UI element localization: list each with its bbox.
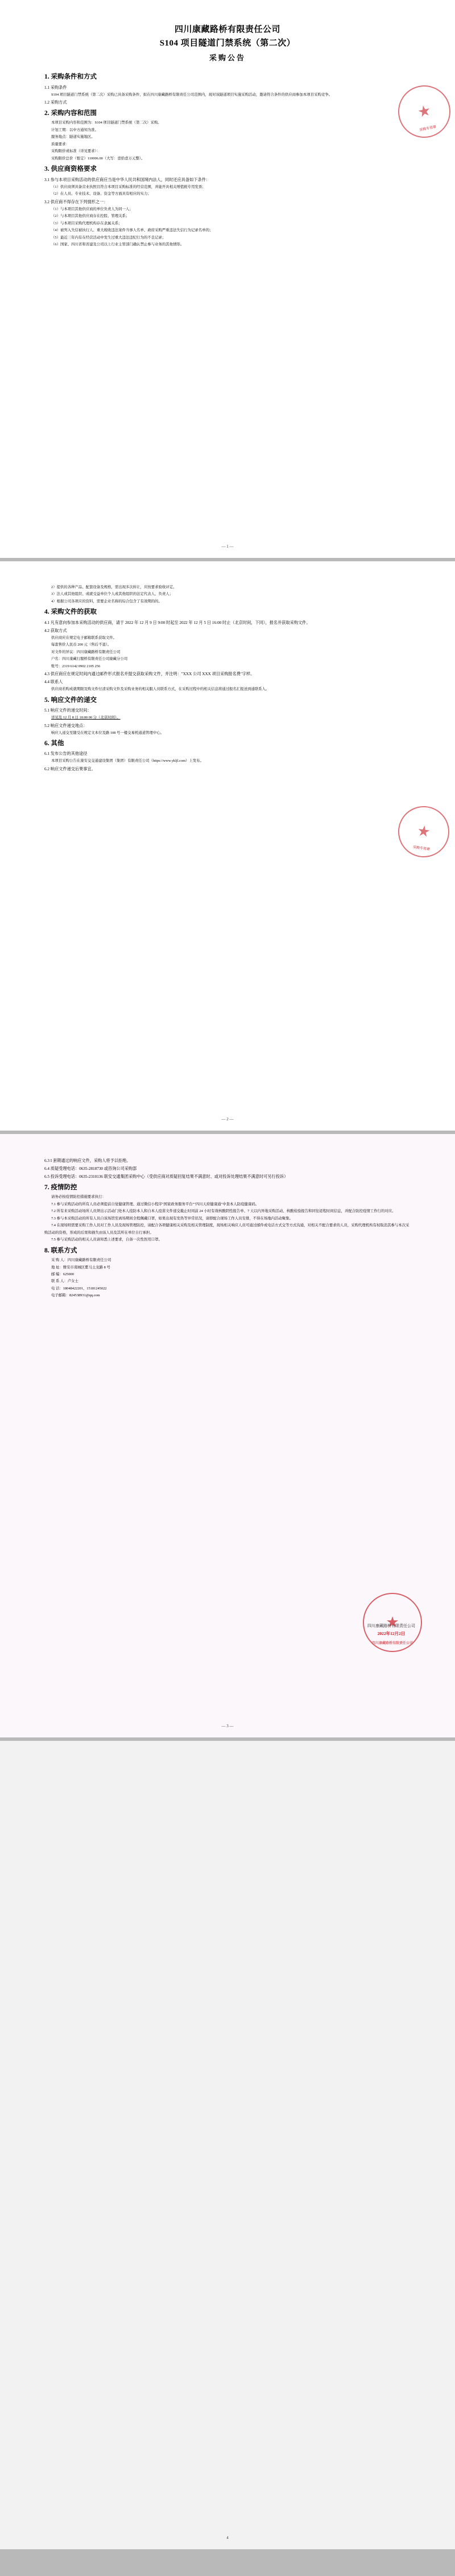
section-item: 邮 编：625000 bbox=[51, 1272, 74, 1276]
section-item: 5.2 响应文件递交地点： bbox=[44, 723, 88, 728]
seal-star-icon: ★ bbox=[416, 101, 433, 121]
section-item: 6.2 响应文件递交后果事宜。 bbox=[44, 766, 96, 771]
section-item: （6）国家、四川省和省建及公司以上行业主管部门确认禁止参与业务的其他情形。 bbox=[51, 243, 184, 246]
section-item: 4.2 获取方式 bbox=[44, 628, 67, 633]
section-item: （1）与本项目其他供应商的单位负责人为同一人； bbox=[51, 207, 133, 211]
section-item: 4.3 供应商应在规定时间内通过邮件形式报名并提交获取采购文件，并注明："XXX 公司 XXX 项目采购报名费"字样。 bbox=[44, 672, 255, 677]
document-page-1 bbox=[0, 0, 455, 558]
section-item: 账号：2319 6142 0902 2105 256 bbox=[51, 664, 101, 668]
document-page-2 bbox=[0, 561, 455, 1131]
section-item: 4.1 凡有意向参加本采购活动的供应商，请于 2022 年 12 月 9 日 9:00 时起至 2022 年 12 月 5 日 16:00 时止（北京时间，下同），报名并获取采购文件。 bbox=[44, 620, 311, 625]
section-item: 服务地点：隧道实施地区。 bbox=[51, 135, 95, 139]
section-item: 7.5 参与采购活动的相关人员请知悉上述要求，自备一次性医用口罩。 bbox=[51, 1238, 162, 1242]
seal-text: 采购专用章 bbox=[412, 845, 431, 852]
section-item: 采购限价或标准（详见要求）： bbox=[51, 149, 101, 154]
section-item: （2）与本项目其他供应商存在控股、管理关系； bbox=[51, 214, 130, 219]
page-number: — 2 — bbox=[221, 1117, 234, 1121]
section-item: 5.1 响应文件的递交时间： bbox=[44, 708, 92, 713]
title-line-3: 采购公告 bbox=[209, 54, 246, 62]
page-number: — 1 — bbox=[221, 544, 234, 549]
title-line-2: S104 项目隧道门禁系统（第二次） bbox=[159, 39, 296, 48]
document-page-3 bbox=[0, 1134, 455, 1737]
section-item: 6.3 I 套期通过的响应文件，采购人将予以拒绝。 bbox=[44, 1158, 131, 1163]
section-heading-1: 1. 采购条件和方式 bbox=[44, 73, 97, 81]
seal-text: 四川康藏路桥有限责任公司 bbox=[371, 1642, 413, 1645]
section-item: （3）与本项目采购代理机构存在隶属关系； bbox=[51, 221, 122, 225]
document-page-4 bbox=[0, 1741, 455, 2549]
section-item: 3）法人或其他组织、或就受益单位个人或其他组织的法定代表人、负责人； bbox=[51, 592, 173, 597]
section-heading-7: 7. 疫情防控 bbox=[44, 1184, 77, 1192]
section-item: 4）根据公司各项应的资料，需要企业名称的综合包含了有效期的的。 bbox=[51, 599, 162, 603]
page-title bbox=[44, 23, 411, 65]
page-number: 4 bbox=[226, 2536, 229, 2540]
section-item: 3.2 供应商不得存在下列情形之一： bbox=[44, 199, 108, 204]
section-item: （4）被列入失信被执行人、重大税收违法案件当事人名单、政府采购严重违法失信行为记录名单的； bbox=[51, 228, 213, 233]
section-item: 地 址：雅安市南城区紫马土龙路 8 号 bbox=[51, 1265, 110, 1269]
section-item: 3.1 参与本项目采购活动的供应商应当是中华人民共和国境内法人，同时还应具备如下条件： bbox=[44, 177, 210, 182]
section-item: 7.2 所有来采购活动场所人员须出示活动门处本人疫防本人和自本人疫苗文件递交截止时间前 24 小时有效核酸阴性报告单、7 天以内异地采购活动、核酸检验报告和同往返程时间信息，并配合防控疫情工作行的对应。 bbox=[51, 1209, 396, 1214]
title-line-1: 四川康藏路桥有限责任公司 bbox=[174, 25, 280, 34]
section-item: 本项目采购公告在康安交交通建设集团（集团）有限责任公司（https://www.ykljl.com）上发布。 bbox=[51, 759, 204, 763]
section-item: 请务必按疫情防控措施要求执行： bbox=[51, 1195, 106, 1199]
section-item: 电子邮箱：824538931@qq.com bbox=[51, 1293, 100, 1298]
section-heading-2: 2. 采购内容和范围 bbox=[44, 110, 97, 117]
section-item: （1）供应商须具备营业执照且符合本项目采购标准的经营范围，并能开具相关增值税专用发票； bbox=[51, 184, 206, 189]
red-seal-stamp bbox=[395, 803, 453, 861]
section-heading-8: 8. 联系方式 bbox=[44, 1247, 77, 1254]
section-item: 联 系 人：卢女士 bbox=[51, 1279, 78, 1284]
section-item: 详见及 12 月 8 日 10:00 00 分（北京时间）。 bbox=[51, 716, 121, 720]
section-item: （5）最近三年内有在经营活动中发生过重大违法违纪行为的不良记录； bbox=[51, 235, 166, 240]
section-item: 6.4 质疑受理电话：0635-2818730 或咨询公司采购部 bbox=[44, 1166, 137, 1172]
section-item: S104 项目隧道门禁系统（第二次）采购已具备采购条件，拟在四川康藏路桥有限责任公司范围内，现对该隧道项目实施采购活动，邀请符合条件的供应商参加本项目采购竞争。 bbox=[51, 92, 333, 97]
section-item: 7.1 参与采购活动的所有人员必须提前自觉健康管理、通过微信小程序"国家政务服务平台""四川天府健康通"中查本人防疫健康码。 bbox=[51, 1202, 259, 1206]
section-item: 4.4 联系人 bbox=[44, 680, 63, 685]
signature-org: 四川康藏路桥有限责任公司 bbox=[367, 1623, 415, 1628]
section-item: （2）在人员、专业技术、设备、资金等方面具有相应的实力； bbox=[51, 192, 151, 196]
section-item: 供应商若购成就期限及购文件付清采购文件及采购业务的相关服人员联系方式，在采购过程中的相关信息将通过报名汇报送到通联系人。 bbox=[51, 687, 270, 692]
section-heading-5: 5. 响应文件的递交 bbox=[44, 696, 97, 704]
section-item: 2）提供的各种产品、配套设备及规格，需出现多次转让，应按要求验收评定。 bbox=[51, 585, 177, 589]
section-heading-6: 6. 其他 bbox=[44, 740, 64, 747]
seal-star-icon: ★ bbox=[386, 1614, 399, 1630]
section-heading-3: 3. 供应商资格要求 bbox=[44, 166, 97, 173]
signature-block bbox=[367, 1622, 415, 1637]
section-item: 1.1 采购条件 bbox=[44, 85, 67, 90]
section-heading-4: 4. 采购文件的获取 bbox=[44, 609, 97, 616]
section-item: 户名：四川康藏行服桥有限责任公司康藏分公司 bbox=[51, 657, 128, 662]
section-item: 每套售价人民币 200 元（售后不退）。 bbox=[51, 643, 111, 647]
section-item: 7.3 参与本采购活动的所有人员自该场馆至离场期间全程佩戴口罩，如果出现有发热等异常状况，请即配合现场工作人员安排，不得在场地内活动聚集。 bbox=[51, 1216, 293, 1221]
signature-date: 2022年12月2日 bbox=[377, 1630, 406, 1636]
section-item: 计划工期：以中方通知为准。 bbox=[51, 128, 99, 132]
page-number: — 3 — bbox=[221, 1724, 234, 1728]
section-item: 采购限价总价（暂定）110006.00（大写：壹拾壹万元整）。 bbox=[51, 156, 145, 161]
section-item: 电 话：18048422201、15181245022 bbox=[51, 1286, 107, 1291]
section-item: 供应商应在规定电子邮箱联系获取文件。 bbox=[51, 635, 117, 640]
section-item: 6.5 投诉受理电话：0635-2310136 联安交通集团采购中心（受供应商对质疑回复结果不满意时、或对投诉处理结果不满意时可另行投诉） bbox=[44, 1174, 288, 1180]
section-item: 对文件的异议：四川康藏路桥有限责任公司 bbox=[51, 650, 121, 654]
seal-text: 采购专用章 bbox=[419, 125, 437, 133]
section-item: 质量要求： bbox=[51, 142, 69, 146]
section-item: 6.1 发布公告的其他途径 bbox=[44, 751, 88, 757]
seal-star-icon: ★ bbox=[416, 822, 432, 841]
section-item: 本项目采购内容和范围为：S104 项目隧道门禁系统（第二次）采购。 bbox=[51, 121, 162, 125]
section-item: 7.4 在现场则需要采购工作人员对工作人员及现场管理防控，请配合各项健康相关采购及相关管理制度，现场相关响应人员可通过邮件或电话方式交等方式沟通，对相关不配合要求的人员，采购代理机构有权取消其参与本次采购活动的资格，形成的后果和损失由该人员及其所在单位自行承担。 bbox=[44, 1223, 410, 1235]
section-item: 响应人递交至随受在规定文本位及路 108 号一楼交易机通道管理中心。 bbox=[51, 730, 164, 735]
section-item: 1.2 采购方式 bbox=[44, 100, 67, 105]
section-item: 采 购 人：四川康藏路桥有限责任公司 bbox=[51, 1258, 111, 1263]
